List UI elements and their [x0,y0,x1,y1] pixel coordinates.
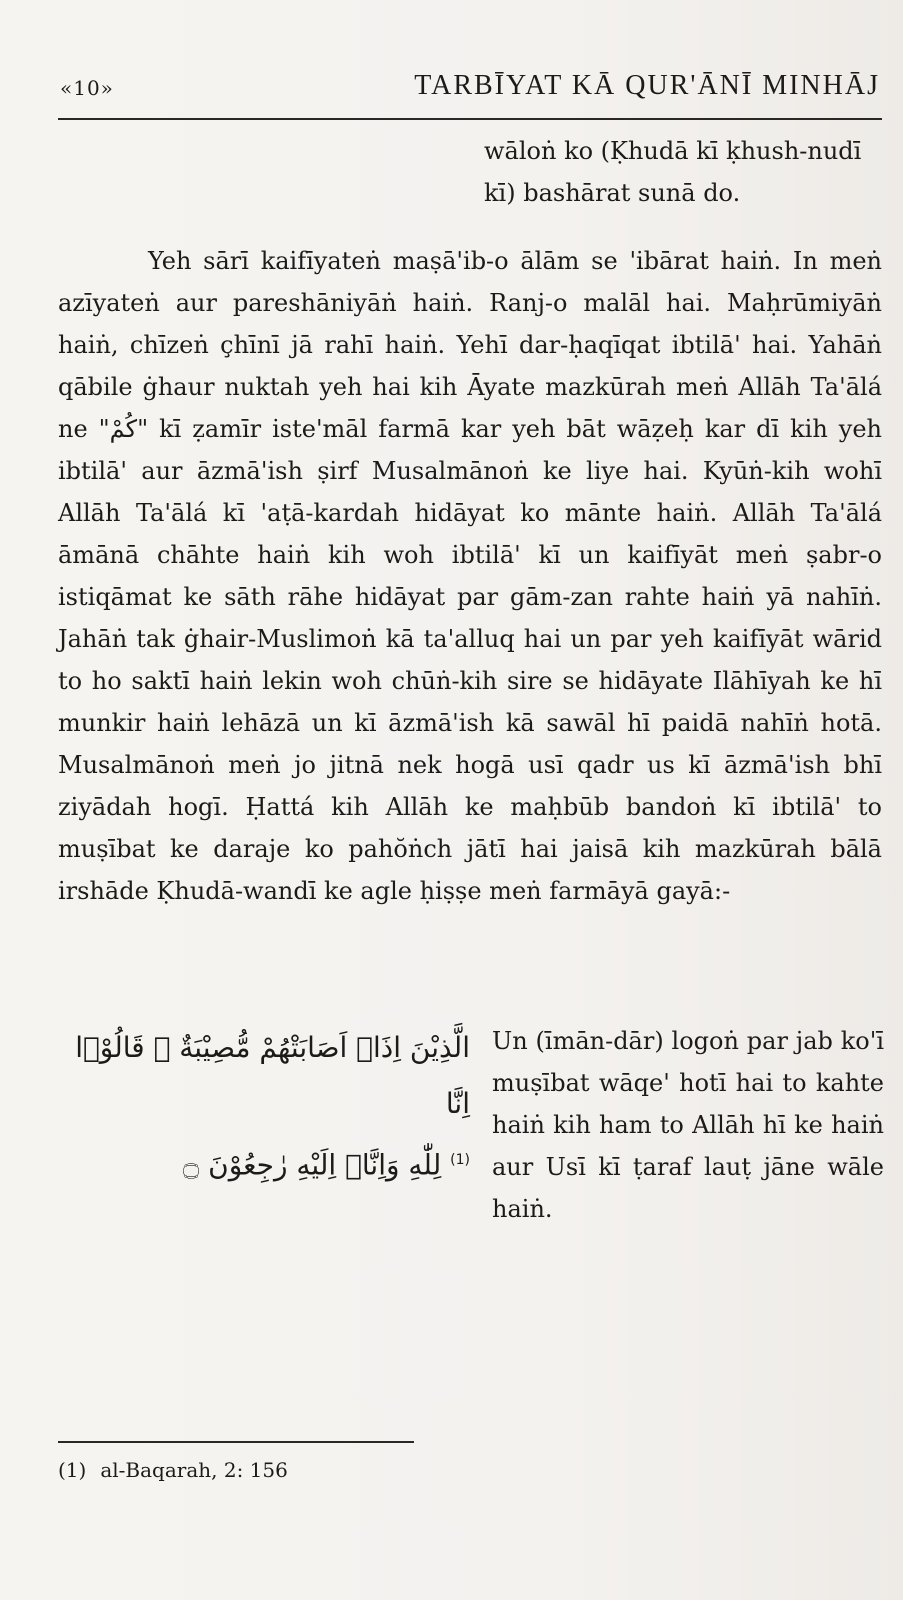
footnote-marker: (1) [450,1152,470,1168]
paragraph-line: ibtilā' aur āzmā'ish ṣirf Musalmānoṅ ke liye hai. Kyūṅ-kih wohī [58,457,882,485]
paragraph-line: muṣībat ke daraje ko pahŏṅch jātī hai jaisā kih mazkūrah bālā [58,835,882,863]
paragraph-line: qābile ġhaur nuktah yeh hai kih Āyate mazkūrah meṅ Allāh Ta'ālá [58,373,882,401]
paragraph-line: ziyādah hogī. Ḥattá kih Allāh ke maḥbūb bandoṅ kī ibtilā' to [58,793,882,821]
translation-line: Un (īmān-dār) logoṅ par jab ko'ī [492,1027,884,1055]
translation-line: aur Usī kī ṭaraf lauṭ jāne wāle [492,1153,884,1181]
paragraph-line: ne "كُمْ" kī ẓamīr iste'māl farmā kar yeh bāt wāẓeḥ kar dī kih yeh [58,415,882,443]
continuation-line: wāloṅ ko (Ḳhudā kī ḳhush-nudī [484,137,862,165]
page-number: «10» [60,76,114,100]
continuation-line: kī) bashārat sunā do. [484,179,741,207]
paragraph-line: azīyateṅ aur pareshāniyāṅ haiṅ. Ranj-o malāl hai. Maḥrūmiyāṅ [58,289,882,317]
body-paragraph [58,240,882,912]
footnote-text: al-Baqarah, 2: 156 [100,1458,288,1482]
paragraph-line: Musalmānoṅ meṅ jo jitnā nek hogā usī qadr us kī āzmā'ish bhī [58,751,882,779]
footnote [58,1458,288,1482]
header-rule [58,118,882,120]
paragraph-line: Allāh Ta'ālá kī 'aṭā-kardah hidāyat ko mānte haiṅ. Allāh Ta'ālá [58,499,882,527]
paragraph-line: Jahāṅ tak ġhair-Muslimoṅ kā ta'alluq hai un par yeh kaifīyāt wārid [58,625,882,653]
continuation-text [484,130,884,214]
paragraph-line: irshāde Ḳhudā-wandī ke agle ḥiṣṣe meṅ farmāyā gayā:- [58,877,731,905]
paragraph-line: Yeh sārī kaifīyateṅ maṣā'ib-o ālām se 'ibārat haiṅ. In meṅ [148,247,882,275]
verse-line [50,1132,470,1193]
verse-line: الَّذِيْنَ اِذَاۤ اَصَابَتْهُمْ مُّصِيْبَةٌ ۙ قَالُوْۤا اِنَّا [75,1031,470,1120]
translation-line: muṣībat wāqe' hotī hai to kahte [492,1069,884,1097]
translation-line: haiṅ. [492,1195,553,1223]
quranic-verse [50,1020,470,1193]
paragraph-line: to ho saktī haiṅ lekin woh chūṅ-kih sire se hidāyate Ilāhīyah ke hī [58,667,882,695]
paragraph-line: istiqāmat ke sāth rāhe hidāyat par gām-zan rahte haiṅ yā nahīṅ. [58,583,882,611]
translation-line: haiṅ kih ham to Allāh hī ke haiṅ [492,1111,884,1139]
footnote-rule [58,1441,414,1443]
paragraph-line: haiṅ, chīzeṅ çhīnī jā rahī haiṅ. Yehī dar-ḥaqīqat ibtilā' hai. Yahāṅ [58,331,882,359]
paragraph-line: āmānā chāhte haiṅ kih woh ibtilā' kī un kaifīyāt meṅ ṣabr-o [58,541,882,569]
running-title: TARBĪYAT KĀ QUR'ĀNĪ MINHĀJ [414,70,880,101]
paragraph-line: munkir haiṅ lehāzā un kī āzmā'ish kā sawāl hī paidā nahīṅ hotā. [58,709,882,737]
verse-line-text: لِلّٰهِ وَاِنَّاۤ اِلَيْهِ رٰجِعُوْنَ ۝ [182,1148,442,1182]
footnote-number: (1) [58,1458,87,1482]
verse-translation [492,1020,884,1230]
page-header [60,68,880,114]
